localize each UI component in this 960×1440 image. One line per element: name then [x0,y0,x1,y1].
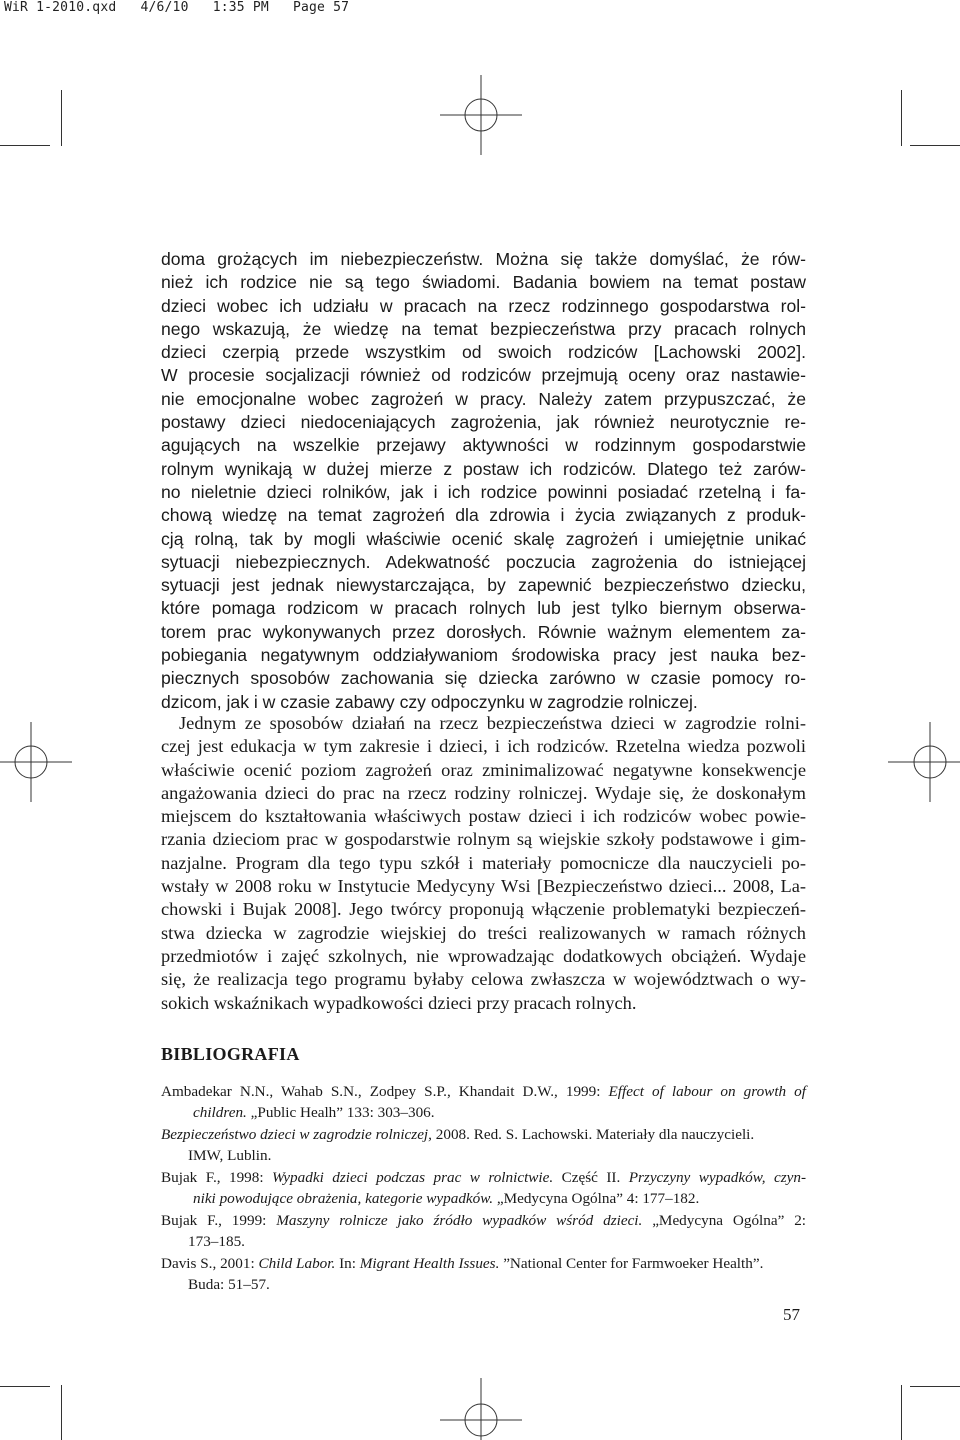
text-line: angażowania dzieci do prac na rzecz rodziny rolniczej. Wydaje się, że doskonałym [161,782,806,803]
crop-mark-top-left-horizontal [0,145,50,146]
reference-title: Wypadki dzieci podczas prac w rolnictwie. [272,1169,554,1186]
reference-title: Bezpieczeństwo dzieci w zagrodzie rolniczej, [161,1126,432,1143]
text-line: stwa dziecka w zagrodzie wiejskiej do treści realizowanych w ramach różnych [161,922,806,943]
bibliography-line: Buda: 51–57. [188,1275,270,1293]
crop-mark-bottom-left-horizontal [0,1386,50,1387]
crop-mark-bottom-right-vertical [901,1385,902,1440]
text-line: właściwie ocenić poziom zagrożeń oraz zminimalizować negatywne konsekwencje [161,759,806,780]
bibliography-entry [161,1168,806,1209]
text-line: sytuacji jest jednak niewystarczająca, by zapewnić bezpieczeństwo dziecku, [161,575,806,596]
reference-title: children. [193,1103,247,1121]
text-line: postawy dzieci niedoceniających zagrożenia, jak również neurotycznie re- [161,412,806,433]
reference-text: Bujak F., 1999: [161,1212,277,1229]
text-line: nie emocjonalne wobec zagrożeń w pracy. Należy zatem przypuszczać, że [161,388,806,409]
reference-title: Child Labor. [258,1255,336,1272]
bibliography-line [161,1103,806,1124]
text-line: dzieci czerpią przede wszystkim od swoich rodziców [Lachowski 2002]. [161,342,806,363]
text-line: chowski i Bujak 2008]. Jego twórcy proponują włączenie problematyki bezpieczeń- [161,899,806,920]
text-line: chową wiedzę na temat zagrożeń dla zdrowia i życia związanych z produk- [161,505,806,526]
text-line: sokich wskaźnikach wypadkowości dzieci przy pracach rolnych. [161,992,637,1013]
text-line: wstały w 2008 roku w Instytucie Medycyny Wsi [Bezpieczeństwo dzieci... 2008, La- [161,876,806,897]
text-line: nego wskazują, że wiedzę na temat bezpieczeństwa przy pracach rolnych [161,318,806,339]
text-line: przedmiotów i zajęć szkolnych, nie wprowadzając dodatkowych obciążeń. Wydaje [161,945,806,966]
reference-title: Maszyny rolnicze jako źródło wypadków wśród dzieci. [276,1212,643,1229]
bibliography-line [161,1189,806,1210]
reference-text: ”National Center for Farmwoeker Health”. [499,1255,764,1272]
text-line: czej jest edukacja w tym zakresie i dzieci, i ich rodziców. Rzetelna wiedza pozwoli [161,736,806,757]
reference-text: Bujak F., 1998: [161,1169,273,1186]
crop-mark-top-right-vertical [901,90,902,146]
text-line: agujących na wszelkie przejawy aktywności w rodzinnym gospodarstwie [161,435,806,456]
bibliography-line: 173–185. [188,1232,245,1250]
text-line: cją rolną, tak by mogli właściwie ocenić skalę zagrożeń i umiejętnie unikać [161,528,806,549]
bibliography-line [161,1082,806,1103]
text-line: rzania dzieciom prac w gospodarstwie rolnym są wiejskie szkoły podstawowe i gim- [161,829,806,850]
text-line: dzicom, jak i w czasie zabawy czy odpoczynku w zagrodzie rolniczej. [161,691,698,712]
reference-text: In: [335,1255,360,1272]
reference-text: „Public Healh” 133: 303–306. [246,1103,435,1121]
text-line: które pomaga rodzicom w pracach rolnych lub jest tylko biernym obserwa- [161,598,806,619]
registration-mark-bottom [440,1378,522,1440]
print-slug: WiR 1-2010.qxd 4/6/10 1:35 PM Page 57 [4,0,350,15]
bibliography-line [161,1168,806,1189]
text-line: Jednym ze sposobów działań na rzecz bezpieczeństwa dzieci w zagrodzie rolni- [179,713,806,733]
text-line: pobiegania negatywnym oddziaływaniom środowiska pracy jest nauka bez- [161,645,806,666]
bibliography-list [161,1082,806,1297]
reference-text: „Medycyna Ogólna” 2: [642,1212,807,1229]
registration-mark-left [0,722,72,802]
text-line: nież ich rodzice nie są tego świadomi. Badania bowiem na temat postaw [161,272,806,293]
bibliography-line [161,1211,806,1232]
body-paragraph-1 [161,248,806,714]
bibliography-entry [161,1125,806,1166]
crop-mark-bottom-left-vertical [61,1385,62,1440]
reference-text: „Medycyna Ogólna” 4: 177–182. [493,1189,700,1207]
text-line: doma grożących im niebezpieczeństw. Można się także domyślać, że rów- [161,249,806,269]
bibliography-line [161,1254,806,1275]
text-line: się, że realizacja tego programu byłaby celowa zwłaszcza w województwach o wy- [161,969,806,990]
bibliography-entry [161,1211,806,1252]
text-line: rolnym wynikają w dużej mierze z postaw ich rodziców. Dlatego też zarów- [161,458,806,479]
body-paragraph-2 [161,712,806,1015]
crop-mark-bottom-right-horizontal [910,1386,960,1387]
text-line: torem prac wykonywanych przez dorosłych. Równie ważnym elementem za- [161,621,806,642]
bibliography-line: IMW, Lublin. [188,1146,272,1164]
text-line: piecznych sposobów zachowania się dziecka zarówno w czasie pomocy ro- [161,668,806,689]
bibliography-heading: BIBLIOGRAFIA [161,1044,300,1064]
reference-title: Przyczyny wypadków, czyn- [628,1169,807,1186]
text-line: no nieletnie dzieci rolników, jak i ich rodzice powinni posiadać rzetelną i fa- [161,481,806,502]
text-line: sytuacji niebezpiecznych. Adekwatność poczucia zagrożenia do istniejącej [161,551,806,572]
crop-mark-top-right-horizontal [910,145,960,146]
bibliography-entry [161,1254,806,1295]
page-number: 57 [783,1305,800,1324]
text-line: miejscem do kształtowania właściwych postaw dzieci i ich rodziców wobec powie- [161,806,806,827]
text-line: nazjalne. Program dla tego typu szkół i materiały pomocnicze dla nauczycieli po- [161,852,806,873]
bibliography-line [161,1125,806,1146]
text-line: W procesie socjalizacji również od rodziców przejmują oceny oraz nastawie- [161,365,806,386]
reference-title: Migrant Health Issues. [359,1255,500,1272]
registration-mark-top [440,75,522,155]
reference-text: 2008. Red. S. Lachowski. Materiały dla nauczycieli. [431,1126,755,1143]
crop-mark-top-left-vertical [61,90,62,146]
registration-mark-right [888,722,960,802]
bibliography-entry [161,1082,806,1123]
text-line: dzieci wobec ich udziału w pracach na rzecz rodzinnego gospodarstwa rol- [161,295,806,316]
reference-title: niki powodujące obrażenia, kategorie wypadków. [193,1189,494,1207]
reference-text: Davis S., 2001: [161,1255,259,1272]
reference-text: Ambadekar N.N., Wahab S.N., Zodpey S.P., Khandait D.W., 1999: [161,1083,609,1100]
reference-text: Część II. [553,1169,629,1186]
reference-title: Effect of labour on growth of [608,1083,806,1100]
